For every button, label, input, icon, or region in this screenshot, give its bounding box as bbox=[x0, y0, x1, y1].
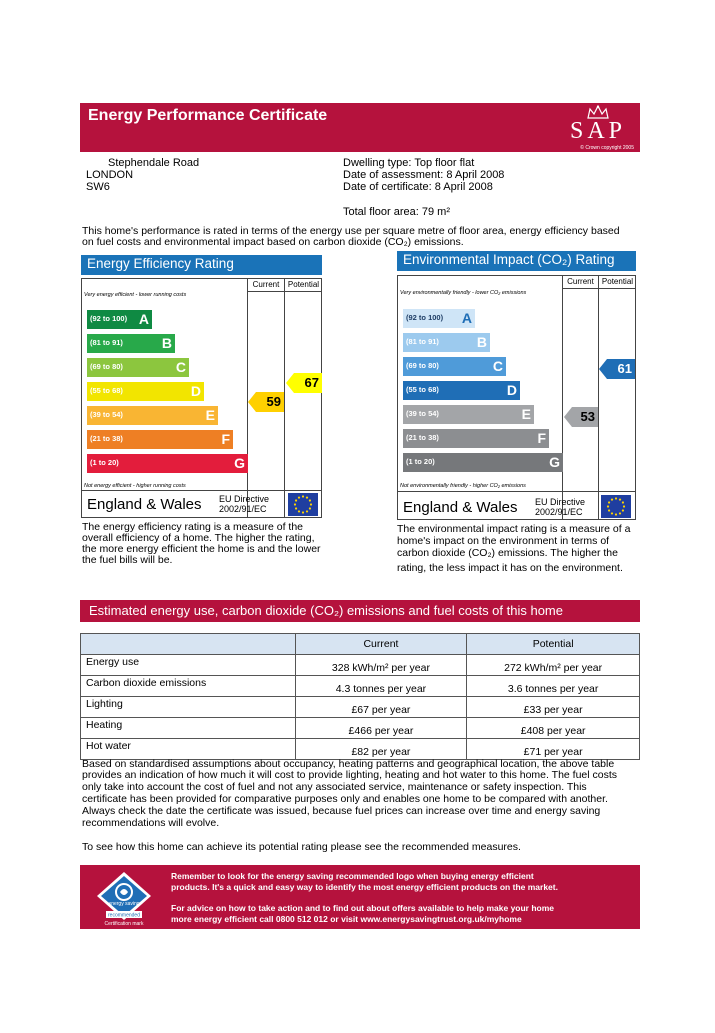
costs-note-1: Based on standardised assumptions about occupancy, heating patterns and geographical location, the above table bbox=[82, 758, 615, 770]
bottom-text-block-1 bbox=[171, 871, 636, 892]
ei-band-letter: B bbox=[476, 334, 487, 350]
ee-band-letter: A bbox=[138, 311, 149, 327]
ee-col-potential: Potential bbox=[287, 280, 320, 289]
ei-current-value: 53 bbox=[580, 409, 595, 424]
ei-band-b bbox=[403, 333, 490, 352]
ee-band-range: (69 to 80) bbox=[90, 362, 123, 371]
table-row bbox=[81, 655, 640, 676]
row-current: £466 per year bbox=[295, 718, 467, 739]
ei-potential-rating bbox=[599, 359, 635, 379]
sap-logo bbox=[562, 105, 634, 149]
ee-current-value: 59 bbox=[266, 394, 281, 409]
costs-note-4: certificate has been provided for comparative purposes only and enables one home to be compared with another. bbox=[82, 793, 608, 805]
ei-band-e bbox=[403, 405, 534, 424]
ee-potential-rating bbox=[286, 373, 322, 393]
row-potential: £71 per year bbox=[467, 739, 640, 760]
logo-caption: Certification mark bbox=[104, 921, 144, 926]
page-title: Energy Performance Certificate bbox=[88, 107, 328, 124]
ei-band-letter: G bbox=[549, 454, 560, 470]
ei-col-potential: Potential bbox=[601, 277, 634, 286]
ei-band-c bbox=[403, 357, 506, 376]
ei-bottom-note: Not environmentally friendly - higher CO₂ emissions bbox=[400, 483, 526, 489]
energy-efficiency-title: Energy Efficiency Rating bbox=[81, 255, 322, 275]
logo-line-1: energy saving bbox=[108, 901, 140, 907]
ei-band-letter: E bbox=[521, 406, 531, 422]
ei-band-range: (39 to 54) bbox=[406, 409, 439, 418]
ee-band-f bbox=[87, 430, 233, 449]
ei-band-letter: C bbox=[492, 358, 503, 374]
row-potential: 272 kWh/m² per year bbox=[467, 655, 640, 676]
dwelling-type: Dwelling type: Top floor flat bbox=[343, 157, 475, 169]
ee-band-letter: G bbox=[234, 455, 245, 471]
bottom-text-2a: For advice on how to take action and to find out about offers available to help make your home bbox=[171, 903, 555, 913]
ee-current-rating bbox=[248, 392, 284, 412]
costs-table bbox=[80, 633, 640, 760]
costs-note-5: Always check the date the certificate was issued, because fuel prices can increase over time and energy saving bbox=[82, 805, 601, 817]
certificate-date: Date of certificate: 8 April 2008 bbox=[343, 181, 493, 193]
ei-band-letter: D bbox=[506, 382, 517, 398]
ei-band-range: (92 to 100) bbox=[406, 313, 444, 322]
ee-band-d bbox=[87, 382, 204, 401]
ee-band-letter: D bbox=[190, 383, 201, 399]
bottom-text-1b: products. It's a quick and easy way to identify the most energy efficient products on the market. bbox=[171, 881, 558, 892]
sap-logo-text: SAP bbox=[569, 118, 627, 144]
costs-banner: Estimated energy use, carbon dioxide (CO₂) emissions and fuel costs of this home bbox=[80, 600, 640, 622]
address-line-1: Stephendale Road bbox=[108, 157, 200, 169]
ee-top-note: Very energy efficient - lower running costs bbox=[84, 292, 187, 298]
ee-band-letter: B bbox=[161, 335, 172, 351]
bottom-text-block-2 bbox=[171, 903, 636, 924]
ee-band-letter: E bbox=[205, 407, 215, 423]
ei-directive-1: EU Directive bbox=[535, 497, 586, 507]
address-line-3: SW6 bbox=[86, 181, 110, 193]
row-label: Heating bbox=[81, 718, 296, 739]
ei-band-letter: F bbox=[537, 430, 546, 446]
ei-band-range: (55 to 68) bbox=[406, 385, 439, 394]
ee-desc-3: the more energy efficient the home is and the lower bbox=[82, 543, 321, 555]
row-current: 328 kWh/m² per year bbox=[295, 655, 467, 676]
bottom-text-1a: Remember to look for the energy saving recommended logo when buying energy efficient bbox=[171, 871, 534, 881]
eu-flag-icon bbox=[601, 495, 631, 518]
ee-desc-1: The energy efficiency rating is a measure of the bbox=[82, 521, 304, 533]
row-potential: £33 per year bbox=[467, 697, 640, 718]
ee-band-g bbox=[87, 454, 248, 473]
ee-region: England & Wales bbox=[87, 496, 202, 513]
row-potential: 3.6 tonnes per year bbox=[467, 676, 640, 697]
ee-band-letter: C bbox=[175, 359, 186, 375]
ee-col-current: Current bbox=[252, 280, 280, 289]
ee-band-range: (55 to 68) bbox=[90, 386, 123, 395]
header-banner bbox=[80, 103, 640, 152]
ee-desc-2: overall efficiency of a home. The higher the rating, bbox=[82, 532, 315, 544]
address-line-2: LONDON bbox=[86, 169, 134, 181]
energy-efficiency-panel bbox=[81, 278, 322, 518]
bottom-banner bbox=[80, 865, 640, 929]
floor-area: Total floor area: 79 m² bbox=[343, 206, 450, 218]
ee-band-letter: F bbox=[221, 431, 230, 447]
ee-bottom-note: Not energy efficient - higher running costs bbox=[84, 483, 186, 489]
ei-band-d bbox=[403, 381, 520, 400]
assessment-date: Date of assessment: 8 April 2008 bbox=[343, 169, 505, 181]
row-current: 4.3 tonnes per year bbox=[295, 676, 467, 697]
ee-band-range: (39 to 54) bbox=[90, 410, 123, 419]
costs-note-2: provides an indication of how much it will cost to provide lighting, heating and hot water to this home. The fuel costs bbox=[82, 769, 618, 781]
costs-note-6: recommendations will evolve. bbox=[82, 817, 220, 829]
table-row bbox=[81, 697, 640, 718]
table-row bbox=[81, 676, 640, 697]
row-current: £82 per year bbox=[295, 739, 467, 760]
ei-desc-1: The environmental impact rating is a measure of a bbox=[397, 523, 631, 535]
energy-saving-recommended-logo bbox=[93, 870, 155, 926]
sap-copyright: © Crown copyright 2005 bbox=[580, 145, 634, 151]
ee-directive-2: 2002/91/EC bbox=[219, 504, 267, 514]
crown-icon bbox=[586, 105, 610, 119]
row-label: Energy use bbox=[81, 655, 296, 676]
ee-band-range: (81 to 91) bbox=[90, 338, 123, 347]
row-current: £67 per year bbox=[295, 697, 467, 718]
environmental-impact-title: Environmental Impact (CO₂) Rating bbox=[397, 251, 636, 271]
costs-follow-up: To see how this home can achieve its potential rating please see the recommended measures. bbox=[82, 841, 521, 853]
table-row bbox=[81, 739, 640, 760]
ei-current-rating bbox=[564, 407, 598, 427]
ei-desc-3: carbon dioxide (CO₂) emissions. The higher the bbox=[397, 547, 618, 559]
ei-band-f bbox=[403, 429, 549, 448]
costs-header-current: Current bbox=[295, 634, 467, 655]
row-potential: £408 per year bbox=[467, 718, 640, 739]
logo-line-2: recommended bbox=[108, 912, 140, 919]
ee-band-range: (21 to 38) bbox=[90, 434, 123, 443]
ee-band-range: (1 to 20) bbox=[90, 458, 119, 467]
costs-note-3: only take into account the cost of fuel and not any associated service, maintenance or safety inspection. This bbox=[82, 781, 587, 793]
row-label: Lighting bbox=[81, 697, 296, 718]
ee-potential-value: 67 bbox=[304, 375, 319, 390]
ei-col-current: Current bbox=[567, 277, 594, 286]
ei-band-range: (81 to 91) bbox=[406, 337, 439, 346]
environmental-impact-panel bbox=[397, 275, 636, 520]
bottom-text-2b: more energy efficient call 0800 512 012 or visit www.energysavingtrust.org.uk/myhome bbox=[171, 913, 522, 924]
ee-band-e bbox=[87, 406, 218, 425]
ei-potential-value: 61 bbox=[617, 361, 632, 376]
ee-band-range: (92 to 100) bbox=[90, 314, 128, 323]
ei-band-g bbox=[403, 453, 563, 472]
ei-region: England & Wales bbox=[403, 499, 518, 516]
ei-desc-2: home's impact on the environment in terms of bbox=[397, 535, 610, 547]
intro-line-1: This home's performance is rated in terms of the energy use per square metre of floor area, energy efficiency based bbox=[82, 225, 620, 237]
ee-band-b bbox=[87, 334, 175, 353]
table-row bbox=[81, 718, 640, 739]
costs-header-potential: Potential bbox=[467, 634, 640, 655]
ei-band-range: (1 to 20) bbox=[406, 457, 435, 466]
ee-band-a bbox=[87, 310, 152, 329]
ei-desc-4: rating, the less impact it has on the environment. bbox=[397, 562, 623, 574]
ei-top-note: Very environmentally friendly - lower CO₂ emissions bbox=[400, 290, 527, 296]
eu-flag-icon bbox=[288, 493, 318, 516]
ei-band-range: (21 to 38) bbox=[406, 433, 439, 442]
row-label: Hot water bbox=[81, 739, 296, 760]
ei-band-range: (69 to 80) bbox=[406, 361, 439, 370]
ee-desc-4: the fuel bills will be. bbox=[82, 554, 173, 566]
costs-header-blank bbox=[81, 634, 296, 655]
ei-band-letter: A bbox=[461, 310, 472, 326]
ei-band-a bbox=[403, 309, 475, 328]
ee-directive-1: EU Directive bbox=[219, 494, 270, 504]
ee-band-c bbox=[87, 358, 189, 377]
row-label: Carbon dioxide emissions bbox=[81, 676, 296, 697]
intro-line-2: on fuel costs and environmental impact based on carbon dioxide (CO₂) emissions. bbox=[82, 236, 464, 248]
ei-directive-2: 2002/91/EC bbox=[535, 507, 583, 517]
